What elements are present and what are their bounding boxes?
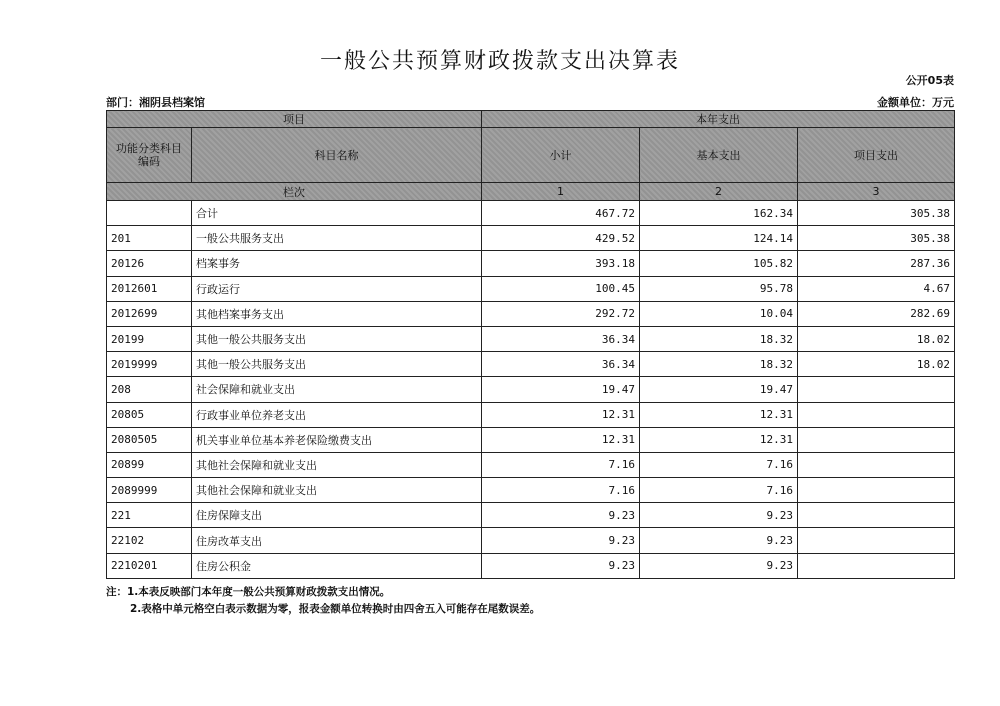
- cell-project: 287.36: [798, 251, 955, 276]
- cell-subtotal: 12.31: [482, 427, 640, 452]
- cell-code: 2080505: [107, 427, 192, 452]
- cell-basic: 19.47: [640, 377, 798, 402]
- header-current-year: 本年支出: [482, 111, 955, 128]
- cell-project: [798, 553, 955, 578]
- table-row: [107, 528, 955, 553]
- cell-name: 其他社会保障和就业支出: [192, 478, 482, 503]
- cell-code: 20805: [107, 402, 192, 427]
- table-row: [107, 553, 955, 578]
- cell-project: 18.02: [798, 352, 955, 377]
- cell-name: 行政运行: [192, 276, 482, 301]
- cell-subtotal: 467.72: [482, 201, 640, 226]
- note-1: 注：1.本表反映部门本年度一般公共预算财政拨款支出情况。: [106, 586, 391, 598]
- page-title: 一般公共预算财政拨款支出决算表: [319, 49, 680, 74]
- cell-name: 一般公共服务支出: [192, 226, 482, 251]
- cell-subtotal: 292.72: [482, 301, 640, 326]
- amount-unit-label: 金额单位：万元: [877, 96, 954, 109]
- cell-basic: 18.32: [640, 352, 798, 377]
- cell-code: 20199: [107, 326, 192, 351]
- cell-subtotal: 393.18: [482, 251, 640, 276]
- header-basic: 基本支出: [640, 128, 798, 183]
- cell-subtotal: 12.31: [482, 402, 640, 427]
- cell-subtotal: 7.16: [482, 452, 640, 477]
- cell-project: 305.38: [798, 226, 955, 251]
- header-column-label: 栏次: [107, 183, 482, 201]
- cell-basic: 124.14: [640, 226, 798, 251]
- table-body: [107, 201, 955, 579]
- table-row: [107, 503, 955, 528]
- cell-subtotal: 100.45: [482, 276, 640, 301]
- expenditure-table: [106, 110, 955, 579]
- header-col3: 3: [798, 183, 955, 201]
- table-row: [107, 377, 955, 402]
- cell-basic: 7.16: [640, 452, 798, 477]
- table-row: [107, 251, 955, 276]
- cell-project: 305.38: [798, 201, 955, 226]
- cell-code: 2012601: [107, 276, 192, 301]
- table-row: [107, 201, 955, 226]
- table-row: [107, 326, 955, 351]
- table-row: [107, 478, 955, 503]
- cell-code: [107, 201, 192, 226]
- cell-name: 合计: [192, 201, 482, 226]
- cell-subtotal: 36.34: [482, 352, 640, 377]
- cell-project: [798, 452, 955, 477]
- cell-basic: 162.34: [640, 201, 798, 226]
- cell-code: 201: [107, 226, 192, 251]
- cell-name: 行政事业单位养老支出: [192, 402, 482, 427]
- cell-name: 住房公积金: [192, 553, 482, 578]
- cell-basic: 10.04: [640, 301, 798, 326]
- cell-project: [798, 402, 955, 427]
- cell-basic: 18.32: [640, 326, 798, 351]
- cell-name: 其他档案事务支出: [192, 301, 482, 326]
- cell-name: 其他一般公共服务支出: [192, 326, 482, 351]
- cell-project: [798, 427, 955, 452]
- cell-project: 282.69: [798, 301, 955, 326]
- cell-project: [798, 503, 955, 528]
- cell-subtotal: 9.23: [482, 553, 640, 578]
- cell-name: 机关事业单位基本养老保险缴费支出: [192, 427, 482, 452]
- header-col2: 2: [640, 183, 798, 201]
- table-row: [107, 427, 955, 452]
- cell-basic: 9.23: [640, 503, 798, 528]
- cell-basic: 12.31: [640, 402, 798, 427]
- cell-project: 18.02: [798, 326, 955, 351]
- cell-basic: 9.23: [640, 528, 798, 553]
- header-col1: 1: [482, 183, 640, 201]
- cell-code: 2210201: [107, 553, 192, 578]
- header-item: 项目: [107, 111, 482, 128]
- table-row: [107, 276, 955, 301]
- form-number: 公开05表: [905, 74, 954, 87]
- cell-subtotal: 7.16: [482, 478, 640, 503]
- cell-name: 社会保障和就业支出: [192, 377, 482, 402]
- department-label: 部门：湘阴县档案馆: [106, 96, 205, 109]
- cell-code: 20126: [107, 251, 192, 276]
- cell-name: 住房改革支出: [192, 528, 482, 553]
- cell-basic: 12.31: [640, 427, 798, 452]
- cell-subtotal: 9.23: [482, 528, 640, 553]
- table-row: [107, 352, 955, 377]
- cell-name: 档案事务: [192, 251, 482, 276]
- cell-basic: 7.16: [640, 478, 798, 503]
- note-2: 2.表格中单元格空白表示数据为零，报表金额单位转换时由四舍五入可能存在尾数误差。: [130, 603, 541, 615]
- cell-name: 其他社会保障和就业支出: [192, 452, 482, 477]
- header-name: 科目名称: [192, 128, 482, 183]
- header-project: 项目支出: [798, 128, 955, 183]
- table-row: [107, 226, 955, 251]
- cell-project: [798, 528, 955, 553]
- notes: [106, 584, 540, 618]
- cell-code: 221: [107, 503, 192, 528]
- cell-project: 4.67: [798, 276, 955, 301]
- cell-subtotal: 9.23: [482, 503, 640, 528]
- cell-code: 20899: [107, 452, 192, 477]
- cell-code: 22102: [107, 528, 192, 553]
- table-row: [107, 301, 955, 326]
- cell-code: 2012699: [107, 301, 192, 326]
- cell-basic: 95.78: [640, 276, 798, 301]
- header-code: 功能分类科目编码: [107, 128, 192, 183]
- cell-name: 住房保障支出: [192, 503, 482, 528]
- cell-project: [798, 478, 955, 503]
- cell-code: 2089999: [107, 478, 192, 503]
- cell-basic: 9.23: [640, 553, 798, 578]
- cell-code: 2019999: [107, 352, 192, 377]
- cell-project: [798, 377, 955, 402]
- header-subtotal: 小计: [482, 128, 640, 183]
- table-row: [107, 402, 955, 427]
- cell-code: 208: [107, 377, 192, 402]
- cell-subtotal: 19.47: [482, 377, 640, 402]
- cell-subtotal: 429.52: [482, 226, 640, 251]
- cell-name: 其他一般公共服务支出: [192, 352, 482, 377]
- cell-subtotal: 36.34: [482, 326, 640, 351]
- cell-basic: 105.82: [640, 251, 798, 276]
- table-row: [107, 452, 955, 477]
